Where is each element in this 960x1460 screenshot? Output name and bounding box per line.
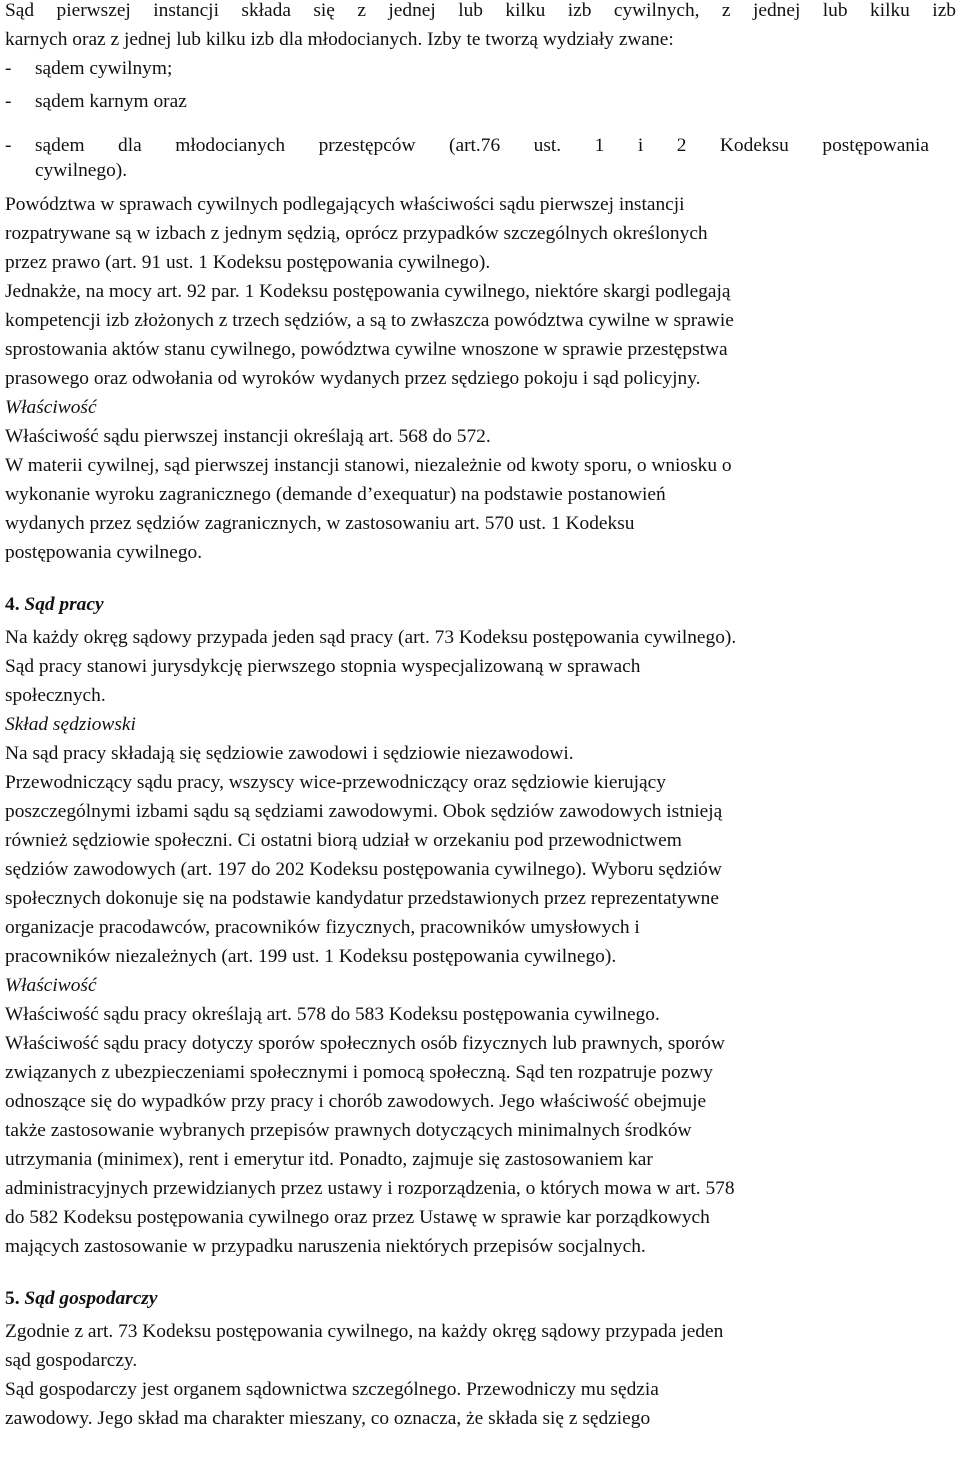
text-line: przez prawo (art. 91 ust. 1 Kodeksu postępowania cywilnego). <box>5 252 491 273</box>
paragraph-spory <box>5 1029 956 1261</box>
list-item-text: sądem dla młodocianych przestępców (art.76 ust. 1 i 2 Kodeksu postępowania <box>35 135 929 156</box>
text-line: związanych z ubezpieczeniami społecznymi i pomocą społeczną. Sąd ten rozpatruje pozwy <box>5 1062 713 1083</box>
paragraph-przewodniczacy <box>5 768 956 971</box>
text-line: Zgodnie z art. 73 Kodeksu postępowania cywilnego, na każdy okręg sądowy przypada jeden <box>5 1321 724 1342</box>
text-line: kompetencji izb złożonych z trzech sędziów, a są to zwłaszcza powództwa cywilne w sprawie <box>5 310 734 331</box>
list-item-continuation: cywilnego). <box>35 160 128 181</box>
text-line: Na każdy okręg sądowy przypada jeden sąd pracy (art. 73 Kodeksu postępowania cywilnego). <box>5 627 737 648</box>
text-line: społecznych dokonuje się na podstawie kandydatur przedstawionych przez reprezentatywne <box>5 888 719 909</box>
text-line: również sędziowie społeczni. Ci ostatni biorą udział w orzekaniu pod przewodnictwem <box>5 830 682 851</box>
bullet-dash: - <box>5 91 12 112</box>
paragraph-zgodnie <box>5 1317 956 1375</box>
text-line: Właściwość sądu pierwszej instancji określają art. 568 do 572. <box>5 426 491 447</box>
text-line: także zastosowanie wybranych przepisów prawnych dotyczących minimalnych środków <box>5 1120 692 1141</box>
section-title: Sąd gospodarczy <box>24 1288 158 1309</box>
text-line: sędziów zawodowych (art. 197 do 202 Kodeksu postępowania cywilnego). Wyboru sędziów <box>5 859 722 880</box>
list-item-text: sądem karnym oraz <box>35 91 187 112</box>
paragraph-jednakze <box>5 277 956 393</box>
subheading-wlasciwosc: Właściwość <box>5 975 97 996</box>
text-line: pracowników niezależnych (art. 199 ust. 1 Kodeksu postępowania cywilnego). <box>5 946 617 967</box>
section-heading-sad-gospodarczy <box>5 1284 956 1313</box>
section-title: Sąd pracy <box>24 594 104 615</box>
text-line: utrzymania (minimex), rent i emerytur itd. Ponadto, zajmuje się zastosowaniem kar <box>5 1149 653 1170</box>
text-line: Właściwość sądu pracy dotyczy sporów społecznych osób fizycznych lub prawnych, sporów <box>5 1033 725 1054</box>
text-line: poszczególnymi izbami sądu są sędziami zawodowymi. Obok sędziów zawodowych istnieją <box>5 801 723 822</box>
paragraph-izby <box>5 0 956 54</box>
text-line: Właściwość sądu pracy określają art. 578 do 583 Kodeksu postępowania cywilnego. <box>5 1004 660 1025</box>
bullet-dash: - <box>5 58 12 79</box>
text-line: wykonanie wyroku zagranicznego (demande d’exequatur) na podstawie postanowień <box>5 484 666 505</box>
text-line: Na sąd pracy składają się sędziowie zawodowi i sędziowie niezawodowi. <box>5 743 574 764</box>
subheading-sklad: Skład sędziowski <box>5 714 136 735</box>
text-line: Jednakże, na mocy art. 92 par. 1 Kodeksu postępowania cywilnego, niektóre skargi podlegają <box>5 281 731 302</box>
text-line: rozpatrywane są w izbach z jednym sędzią, oprócz przypadków szczególnych określonych <box>5 223 708 244</box>
text-line: zawodowy. Jego skład ma charakter mieszany, co oznacza, że składa się z sędziego <box>5 1408 651 1429</box>
text-line: Powództwa w sprawach cywilnych podlegających właściwości sądu pierwszej instancji <box>5 194 685 215</box>
text-line: prasowego oraz odwołania od wyroków wydanych przez sędziego pokoju i sąd policyjny. <box>5 368 701 389</box>
paragraph-okreg <box>5 623 956 710</box>
text-line: Sąd pierwszej instancji składa się z jednej lub kilku izb cywilnych, z jednej lub kilku izb <box>5 0 956 21</box>
text-line: postępowania cywilnego. <box>5 542 203 563</box>
section-number: 4. <box>5 594 20 615</box>
list-item <box>5 131 956 160</box>
paragraph-organ <box>5 1375 956 1433</box>
text-line: Przewodniczący sądu pracy, wszyscy wice-przewodniczący oraz sędziowie kierujący <box>5 772 666 793</box>
text-line: do 582 Kodeksu postępowania cywilnego oraz przez Ustawę w sprawie kar porządkowych <box>5 1207 710 1228</box>
text-line: mających zastosowanie w przypadku naruszenia niektórych przepisów socjalnych. <box>5 1236 646 1257</box>
text-line: karnych oraz z jednej lub kilku izb dla młodocianych. Izby te tworzą wydziały zwane: <box>5 29 674 50</box>
text-line: organizacje pracodawców, pracowników fizycznych, pracowników umysłowych i <box>5 917 640 938</box>
text-line: odnoszące się do wypadków przy pracy i chorób zawodowych. Jego właściwość obejmuje <box>5 1091 707 1112</box>
text-line: sprostowania aktów stanu cywilnego, powództwa cywilne wnoszone w sprawie przestępstwa <box>5 339 728 360</box>
section-heading-sad-pracy <box>5 590 956 619</box>
text-line: wydanych przez sędziów zagranicznych, w zastosowaniu art. 570 ust. 1 Kodeksu <box>5 513 635 534</box>
paragraph-materia-cywilna <box>5 451 956 567</box>
text-line: W materii cywilnej, sąd pierwszej instancji stanowi, niezależnie od kwoty sporu, o wniosku o <box>5 455 732 476</box>
text-line: administracyjnych przewidzianych przez ustawy i rozporządzenia, o których mowa w art. 578 <box>5 1178 735 1199</box>
text-line: Sąd pracy stanowi jurysdykcję pierwszego stopnia wyspecjalizowaną w sprawach <box>5 656 641 677</box>
text-line: Sąd gospodarczy jest organem sądownictwa szczególnego. Przewodniczy mu sędzia <box>5 1379 659 1400</box>
list-item <box>5 87 956 116</box>
subheading-wlasciwosc: Właściwość <box>5 397 97 418</box>
section-number: 5. <box>5 1288 20 1309</box>
text-line: społecznych. <box>5 685 106 706</box>
text-line: sąd gospodarczy. <box>5 1350 138 1371</box>
list-item-text: sądem cywilnym; <box>35 58 173 79</box>
bullet-list <box>5 54 956 185</box>
paragraph-powodztwa <box>5 190 956 277</box>
bullet-dash: - <box>5 135 12 156</box>
list-item <box>5 54 956 83</box>
